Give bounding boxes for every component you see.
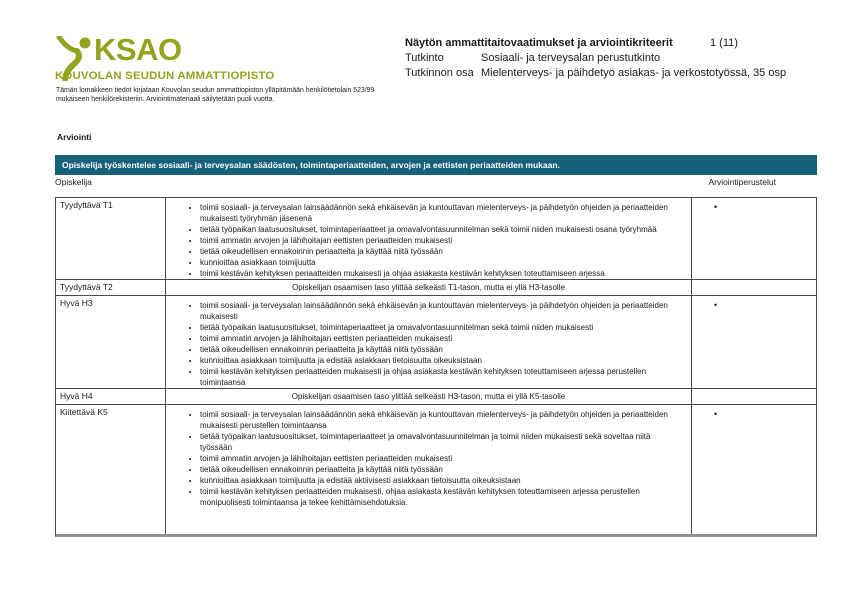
criteria-list [166,202,691,279]
criteria-item: • toimii kestävän kehityksen periaatteiden mukaisesti ja ohjaa asiakasta kestävän kehityksen toteuttamiseen arjessa [200,268,691,279]
note-bullet: • [714,202,718,212]
logo-brand-text: KSAO [94,32,182,67]
note-empty [692,389,816,404]
criteria-item: • toimii ammatin arvojen ja lähihoitajan eettisten periaatteiden mukaisesti [200,453,691,464]
criteria-item: • tietää työpaikan laatusuositukset, toimintaperiaatteet ja omavalvontasuunnitelman ja toimii niiden mukaisesti sekä soveltaa niitä työssään [200,431,691,453]
document-header [405,36,825,81]
criteria-item: • kunnioittaa asiakkaan toimijuutta ja edistää asiakkaan tietoisuutta oikeuksistaan [200,355,691,366]
note-bullet: • [714,409,718,419]
grade-label: Hyvä H3 [56,296,166,388]
column-header-opiskelija: Opiskelija [55,177,92,187]
requirement-banner: Opiskelija työskentelee sosiaali- ja terveysalan säädösten, toimintaperiaatteiden, arvojen ja eettisten periaatteiden mukaan. [55,155,817,175]
document-title: Näytön ammattitaitovaatimukset ja arviointikriteerit [405,37,673,49]
criteria-item: • toimii kestävän kehityksen periaatteiden mukaisesti, ohjaa asiakasta kestävän kehityksen toteuttamiseen arjessa perustellen monipuolisesti toimintaansa ja tekee kehittämisehdotuksia. [200,486,691,508]
table-row-hyvä-h4 [56,389,816,405]
field-label-tutkinto: Tutkinto [405,52,444,64]
field-label-tutkinnon-osa: Tutkinnon osa [405,67,474,79]
grade-label: Tyydyttävä T2 [56,280,166,295]
note-bullet: • [714,300,718,310]
criteria-item: • kunnioittaa asiakkaan toimijuutta [200,257,691,268]
summary-text: Opiskelijan osaamisen taso ylittää selkeästi H3-tason, mutta ei yllä K5-tasolle [166,389,692,404]
criteria-item: • toimii sosiaali- ja terveysalan lainsäädännön sekä ehkäisevän ja kuntouttavan mielenterveys- ja päihdetyön ohjeiden ja periaatteiden mukaisesti työryhmän jäsenenä [200,202,691,224]
criteria-cell [166,405,692,534]
criteria-item: • toimii sosiaali- ja terveysalan lainsäädännön sekä ehkäisevän ja kuntouttavan mielenterveys- ja päihdetyön ohjeiden ja periaatteiden mukaisesti [200,300,691,322]
criteria-list [166,409,691,508]
privacy-fine-print: Tämän lomakkeen tiedot kirjataan Kouvolan seudun ammattiopiston ylläpitämään henkilötietolain 523/99 mukaiseen henkilörekisteriin. Arviointimateriaali säilytetään puoli vuotta. [56,87,375,103]
table-row-tyydyttävä-t1 [56,198,816,280]
note-empty [692,280,816,295]
field-value-tutkinto: Sosiaali- ja terveysalan perustutkinto [481,52,661,64]
section-label: Arviointi [57,132,92,142]
criteria-item: • kunnioittaa asiakkaan toimijuutta ja edistää aktiivisesti asiakkaan tietoisuutta oikeuksistaan [200,475,691,486]
field-value-tutkinnon-osa: Mielenterveys- ja päihdetyö asiakas- ja verkostotyössä, 35 osp [481,67,787,79]
table-row-hyvä-h3 [56,296,816,389]
ksao-person-icon [56,36,96,81]
criteria-item: • toimii sosiaali- ja terveysalan lainsäädännön sekä ehkäisevän ja kuntouttavan mielenterveys- ja päihdetyön ohjeiden ja periaatteiden mukaisesti perustellen toimintaansa [200,409,691,431]
criteria-item: • toimii kestävän kehityksen periaatteiden mukaisesti ja ohjaa asiakasta kestävän kehityksen toteuttamiseen arjessa perustellen toimintaansa [200,366,691,388]
table-row-tyydyttävä-t2 [56,280,816,296]
grade-label: Kiitettävä K5 [56,405,166,534]
criteria-item: • tietää oikeudellisen ennakoinnin periaatteita ja käyttää niitä työssään [200,344,691,355]
ksao-logo [55,33,305,82]
criteria-item: • tietää työpaikan laatusuositukset, toimintaperiaatteet ja omavalvontasuunnitelman sekä toimii niiden mukaisesti [200,322,691,333]
grade-label: Hyvä H4 [56,389,166,404]
criteria-item: • toimii ammatin arvojen ja lähihoitajan eettisten periaatteiden mukaisesti [200,333,691,344]
criteria-item: • tietää työpaikan laatusuositukset, toimintaperiaatteet ja omavalvontasuunnitelman sekä toimii niiden mukaisesti osana työryhmää [200,224,691,235]
criteria-item: • toimii ammatin arvojen ja lähihoitajan eettisten periaatteiden mukaisesti [200,235,691,246]
criteria-item: • tietää oikeudellisen ennakoinnin periaatteita ja käyttää niitä työssään [200,464,691,475]
assessment-table [55,197,817,537]
logo-subtitle: KOUVOLAN SEUDUN AMMATTIOPISTO [55,70,275,82]
criteria-item: • tietää oikeudellisen ennakoinnin periaatteita ja käyttää niitä työssään [200,246,691,257]
page-number: 1 (11) [710,37,738,49]
summary-text: Opiskelijan osaamisen taso ylittää selkeästi T1-tason, mutta ei yllä H3-tasolle [166,280,692,295]
grade-label: Tyydyttävä T1 [56,198,166,279]
criteria-cell [166,296,692,388]
table-column-headers [55,177,817,187]
column-header-arviointiperustelut: Arviointiperustelut [708,177,776,187]
criteria-cell [166,198,692,279]
criteria-list [166,300,691,388]
table-row-kiitettävä-k5 [56,405,816,534]
